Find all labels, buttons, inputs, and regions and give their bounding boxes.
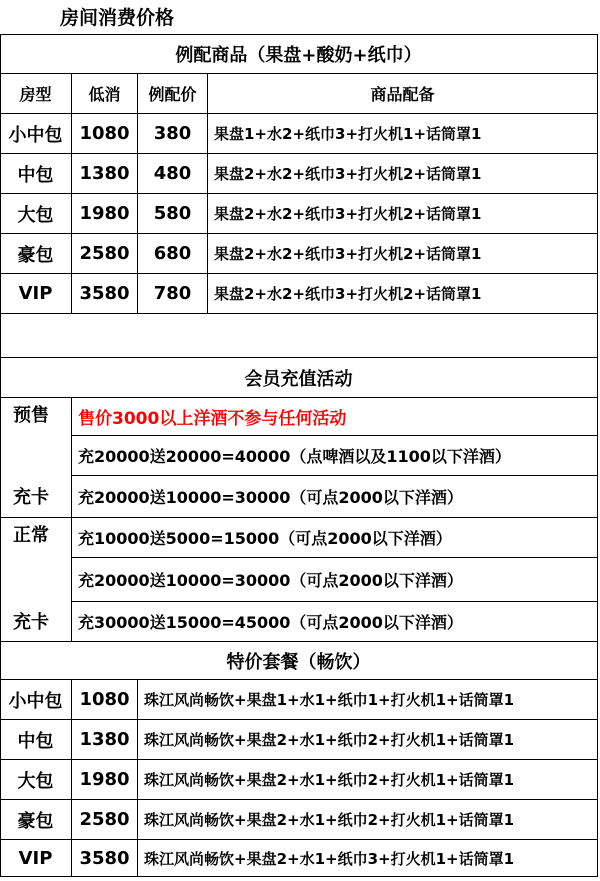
s3-row5-room: VIP xyxy=(0,840,72,877)
s1-row3-items: 果盘2+水2+纸巾3+打火机2+话筒罩1 xyxy=(208,194,598,234)
header-items: 商品配备 xyxy=(208,74,598,114)
s1-row3-room: 大包 xyxy=(0,194,72,234)
s1-row1-min: 1080 xyxy=(72,114,138,154)
s3-row5-items: 珠江风尚畅饮+果盘2+水1+纸巾3+打火机1+话筒罩1 xyxy=(138,840,598,877)
card-label: 充卡 xyxy=(13,487,49,508)
s1-row4-price: 680 xyxy=(138,234,208,274)
s3-row2-room: 中包 xyxy=(0,720,72,760)
s3-row4-price: 2580 xyxy=(72,800,138,840)
card-label: 充卡 xyxy=(13,612,49,633)
s3-row1-price: 1080 xyxy=(72,680,138,720)
s3-row3-items: 珠江风尚畅饮+果盘2+水1+纸巾2+打火机1+话筒罩1 xyxy=(138,760,598,800)
section3-title: 特价套餐（畅饮） xyxy=(0,642,598,680)
s1-row2-items: 果盘2+水2+纸巾3+打火机2+话筒罩1 xyxy=(208,154,598,194)
s1-row4-room: 豪包 xyxy=(0,234,72,274)
s3-row3-room: 大包 xyxy=(0,760,72,800)
s3-row2-items: 珠江风尚畅饮+果盘2+水1+纸巾2+打火机1+话筒罩1 xyxy=(138,720,598,760)
header-room-type: 房型 xyxy=(0,74,72,114)
s1-row4-items: 果盘2+水2+纸巾3+打火机2+话筒罩1 xyxy=(208,234,598,274)
s1-row5-room: VIP xyxy=(0,274,72,314)
s1-row5-min: 3580 xyxy=(72,274,138,314)
recharge-offer: 充20000送10000=30000（可点2000以下洋酒） xyxy=(72,558,598,602)
s3-row4-room: 豪包 xyxy=(0,800,72,840)
spacer-row xyxy=(0,328,598,358)
s1-row1-room: 小中包 xyxy=(0,114,72,154)
s1-row1-items: 果盘1+水2+纸巾3+打火机1+话筒罩1 xyxy=(208,114,598,154)
s3-row5-price: 3580 xyxy=(72,840,138,877)
header-min-spend: 低消 xyxy=(72,74,138,114)
presale-label-cell xyxy=(0,398,72,518)
spacer-row xyxy=(0,314,598,328)
presale-label: 预售 xyxy=(13,405,49,426)
s1-row2-min: 1380 xyxy=(72,154,138,194)
regular-label: 正常 xyxy=(13,525,49,546)
page-title: 房间消费价格 xyxy=(60,7,175,29)
s1-row1-price: 380 xyxy=(138,114,208,154)
recharge-offer: 充10000送5000=15000（可点2000以下洋酒） xyxy=(72,518,598,558)
s3-row2-price: 1380 xyxy=(72,720,138,760)
s3-row4-items: 珠江风尚畅饮+果盘2+水1+纸巾2+打火机1+话筒罩1 xyxy=(138,800,598,840)
regular-label-cell xyxy=(0,518,72,642)
s1-row5-price: 780 xyxy=(138,274,208,314)
s1-row2-price: 480 xyxy=(138,154,208,194)
recharge-offer: 充30000送15000=45000（可点2000以下洋酒） xyxy=(72,602,598,642)
no-promo-notice: 售价3000以上洋酒不参与任何活动 xyxy=(72,398,598,436)
section2-title: 会员充值活动 xyxy=(0,358,598,398)
s1-row3-price: 580 xyxy=(138,194,208,234)
recharge-offer: 充20000送10000=30000（可点2000以下洋酒） xyxy=(72,476,598,518)
s1-row3-min: 1980 xyxy=(72,194,138,234)
section1-title: 例配商品（果盘+酸奶+纸巾） xyxy=(0,34,598,74)
s3-row1-items: 珠江风尚畅饮+果盘1+水1+纸巾1+打火机1+话筒罩1 xyxy=(138,680,598,720)
s3-row3-price: 1980 xyxy=(72,760,138,800)
s1-row5-items: 果盘2+水2+纸巾3+打火机2+话筒罩1 xyxy=(208,274,598,314)
recharge-offer: 充20000送20000=40000（点啤酒以及1100以下洋酒） xyxy=(72,436,598,476)
s3-row1-room: 小中包 xyxy=(0,680,72,720)
s1-row2-room: 中包 xyxy=(0,154,72,194)
header-package-price: 例配价 xyxy=(138,74,208,114)
price-table xyxy=(0,34,598,877)
s1-row4-min: 2580 xyxy=(72,234,138,274)
